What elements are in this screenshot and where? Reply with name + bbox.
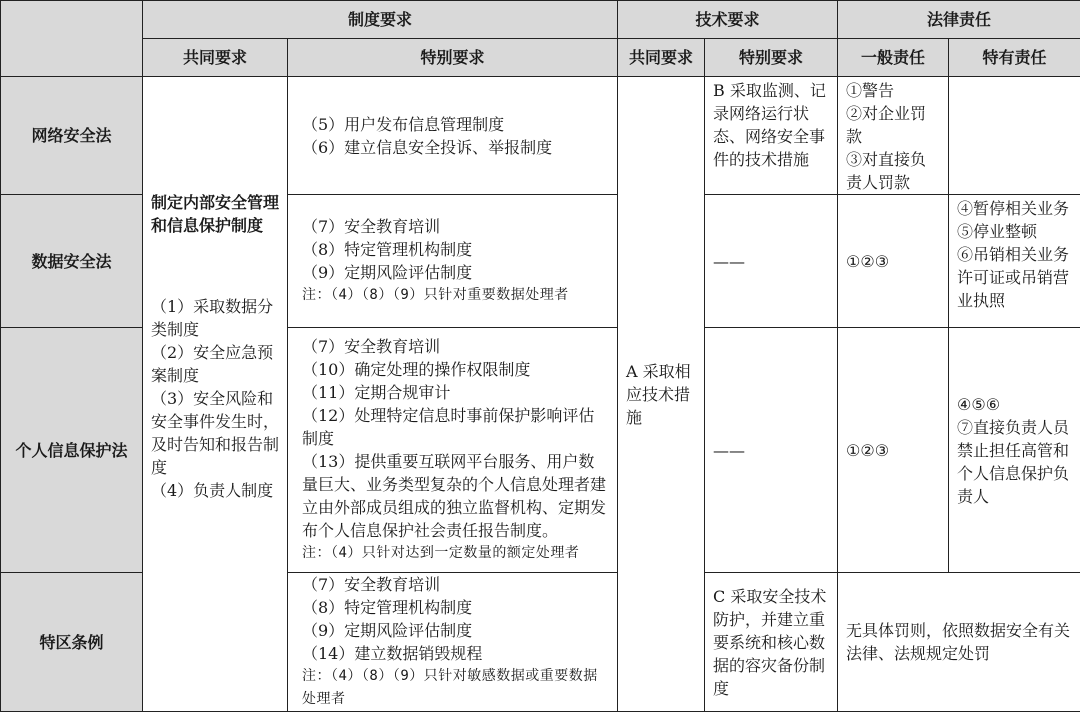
liability-item: ③对直接负责人罚款 xyxy=(846,150,927,192)
header-tech-special: 特别要求 xyxy=(705,39,838,77)
liability-item: ⑤停业整顿 xyxy=(957,222,1038,241)
liability-item: ⑦直接负责人员禁止担任高管和个人信息保护负责人 xyxy=(957,417,1070,506)
common-item-4: （4）负责人制度 xyxy=(151,481,274,500)
tech-special-cyber: B 采取监测、记录网络运行状态、网络安全事件的技术措施 xyxy=(705,77,838,195)
special-data-item: （7）安全教育培训 xyxy=(302,217,441,236)
common-item-1: （1）采取数据分类制度 xyxy=(151,297,274,339)
header-tech-requirements: 技术要求 xyxy=(618,1,838,39)
liability-special-data xyxy=(949,195,1080,328)
header-common-requirements: 共同要求 xyxy=(143,39,288,77)
special-sez-item: （9）定期风险评估制度 xyxy=(302,621,473,640)
header-tech-common: 共同要求 xyxy=(618,39,705,77)
special-pipl-note: 注：（4）只针对达到一定数量的额定处理者 xyxy=(302,545,580,561)
header-general-liability: 一般责任 xyxy=(838,39,949,77)
tech-special-sez: C 采取安全技术防护，并建立重要系统和核心数据的容灾备份制度 xyxy=(705,573,838,712)
row-head-data: 数据安全法 xyxy=(1,195,143,328)
special-pipl-cell xyxy=(288,328,618,573)
special-sez-cell xyxy=(288,573,618,712)
special-data-item: （9）定期风险评估制度 xyxy=(302,263,473,282)
special-cyber-item: （6）建立信息安全投诉、举报制度 xyxy=(302,137,553,157)
liability-item: ④暂停相关业务 xyxy=(957,199,1070,218)
special-pipl-item: （7）安全教育培训 xyxy=(302,337,441,356)
liability-general-data: ①②③ xyxy=(838,195,949,328)
liability-item: ①警告 xyxy=(846,81,895,100)
special-pipl-item: （10）确定处理的操作权限制度 xyxy=(302,360,531,379)
special-pipl-item: （13）提供重要互联网平台服务、用户数量巨大、业务类型复杂的个人信息处理者建立由外部成员组成的独立监督机构、定期发布个人信息保护社会责任报告制度。 xyxy=(302,452,607,540)
liability-item: ④⑤⑥ xyxy=(957,394,1001,414)
row-head-cyber: 网络安全法 xyxy=(1,77,143,195)
liability-special-pipl xyxy=(949,328,1080,573)
special-data-note: 注：（4）（8）（9）只针对重要数据处理者 xyxy=(302,287,569,303)
row-head-sez: 特区条例 xyxy=(1,573,143,712)
special-sez-item: （7）安全教育培训 xyxy=(302,575,441,594)
special-pipl-item: （11）定期合规审计 xyxy=(302,383,451,402)
special-sez-item: （14）建立数据销毁规程 xyxy=(302,644,483,663)
tech-common-cell: A 采取相应技术措施 xyxy=(618,77,705,712)
row-head-pipl: 个人信息保护法 xyxy=(1,328,143,573)
header-special-liability: 特有责任 xyxy=(949,39,1080,77)
special-cyber-item: （5）用户发布信息管理制度 xyxy=(302,114,505,134)
common-title: 制定内部安全管理和信息保护制度 xyxy=(151,193,280,235)
liability-general-pipl: ①②③ xyxy=(838,328,949,573)
tech-special-pipl: —— xyxy=(705,328,838,573)
liability-sez: 无具体罚则，依照数据安全有关法律、法规规定处罚 xyxy=(838,573,1080,712)
header-legal-liability: 法律责任 xyxy=(838,1,1080,39)
liability-special-cyber xyxy=(949,77,1080,195)
liability-item: ②对企业罚款 xyxy=(846,104,927,146)
special-sez-item: （8）特定管理机构制度 xyxy=(302,598,473,617)
common-item-2: （2）安全应急预案制度 xyxy=(151,343,274,385)
common-requirements-cell xyxy=(143,77,288,712)
liability-general-cyber xyxy=(838,77,949,195)
header-special-requirements: 特别要求 xyxy=(288,39,618,77)
special-data-item: （8）特定管理机构制度 xyxy=(302,240,473,259)
liability-item: ⑥吊销相关业务许可证或吊销营业执照 xyxy=(957,245,1070,310)
special-sez-note: 注：（4）（8）（9）只针对敏感数据或重要数据处理者 xyxy=(302,668,598,707)
common-item-3: （3）安全风险和安全事件发生时，及时告知和报告制度 xyxy=(151,389,280,477)
special-cyber-cell xyxy=(288,77,618,195)
tech-special-data: —— xyxy=(705,195,838,328)
special-pipl-item: （12）处理特定信息时事前保护影响评估制度 xyxy=(302,406,595,448)
special-data-cell xyxy=(288,195,618,328)
corner-cell xyxy=(1,1,143,77)
header-system-requirements: 制度要求 xyxy=(143,1,618,39)
